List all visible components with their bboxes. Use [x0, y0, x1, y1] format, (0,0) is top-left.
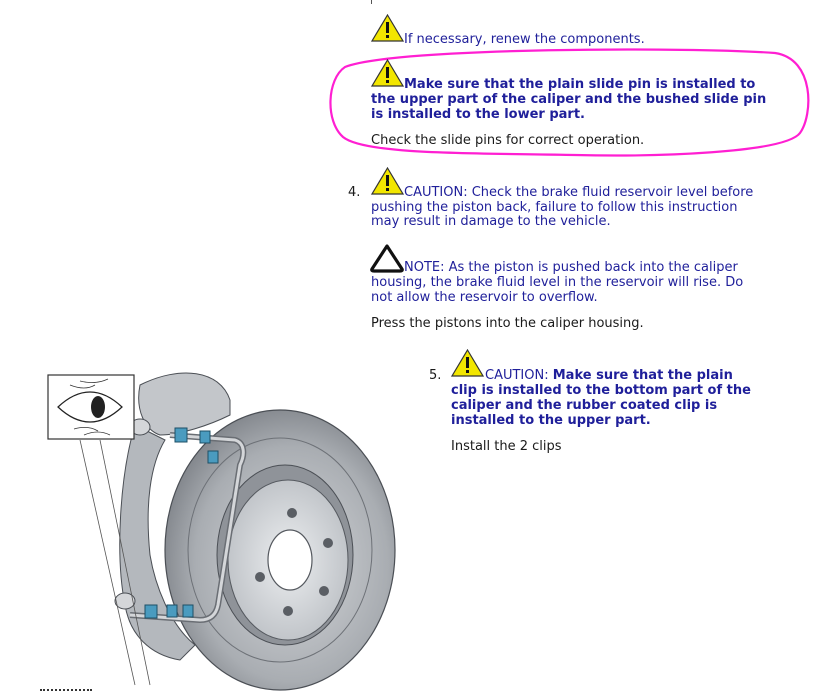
warning-icon — [371, 14, 404, 42]
press-pistons-text: Press the pistons into the caliper housing. — [371, 316, 644, 331]
brake-disc-caliper-illustration — [40, 355, 400, 693]
warning-icon — [371, 59, 404, 87]
caution-text-line3: may result in damage to the vehicle. — [371, 214, 611, 229]
caution-text-line2: pushing the piston back, failure to follow this instruction — [371, 200, 738, 215]
note-text-line1: NOTE: As the piston is pushed back into the caliper — [404, 260, 738, 275]
slide-pin-check-text: Check the slide pins for correct operation. — [371, 133, 645, 148]
clipped-mark — [371, 0, 372, 4]
install-clips-text: Install the 2 clips — [451, 439, 562, 454]
clip-caution-line1 — [485, 368, 733, 383]
clip-caution-line2: clip is installed to the bottom part of the — [451, 383, 751, 398]
caution-prefix: CAUTION: — [485, 368, 553, 383]
caution-icon — [451, 349, 484, 377]
slide-pin-warning-line1: Make sure that the plain slide pin is installed to — [404, 77, 756, 92]
note-text-line2: housing, the brake fluid level in the reservoir will rise. Do — [371, 275, 744, 290]
warning-text-renew: If necessary, renew the components. — [404, 32, 645, 47]
caution-icon — [371, 167, 404, 195]
note-icon — [369, 243, 405, 273]
step-number: 5. — [429, 368, 442, 383]
figure-label-clipped — [40, 689, 92, 693]
caution-text-line1: CAUTION: Check the brake fluid reservoir level before — [404, 185, 754, 200]
caution-bold-text: Make sure that the plain — [552, 368, 733, 383]
note-text-line3: not allow the reservoir to overflow. — [371, 290, 598, 305]
clip-caution-line3: caliper and the rubber coated clip is — [451, 398, 718, 413]
step-number: 4. — [348, 185, 361, 200]
clip-caution-line4: installed to the upper part. — [451, 413, 651, 428]
slide-pin-warning-line2: the upper part of the caliper and the bushed slide pin — [371, 92, 767, 107]
slide-pin-warning-line3: is installed to the lower part. — [371, 107, 585, 122]
